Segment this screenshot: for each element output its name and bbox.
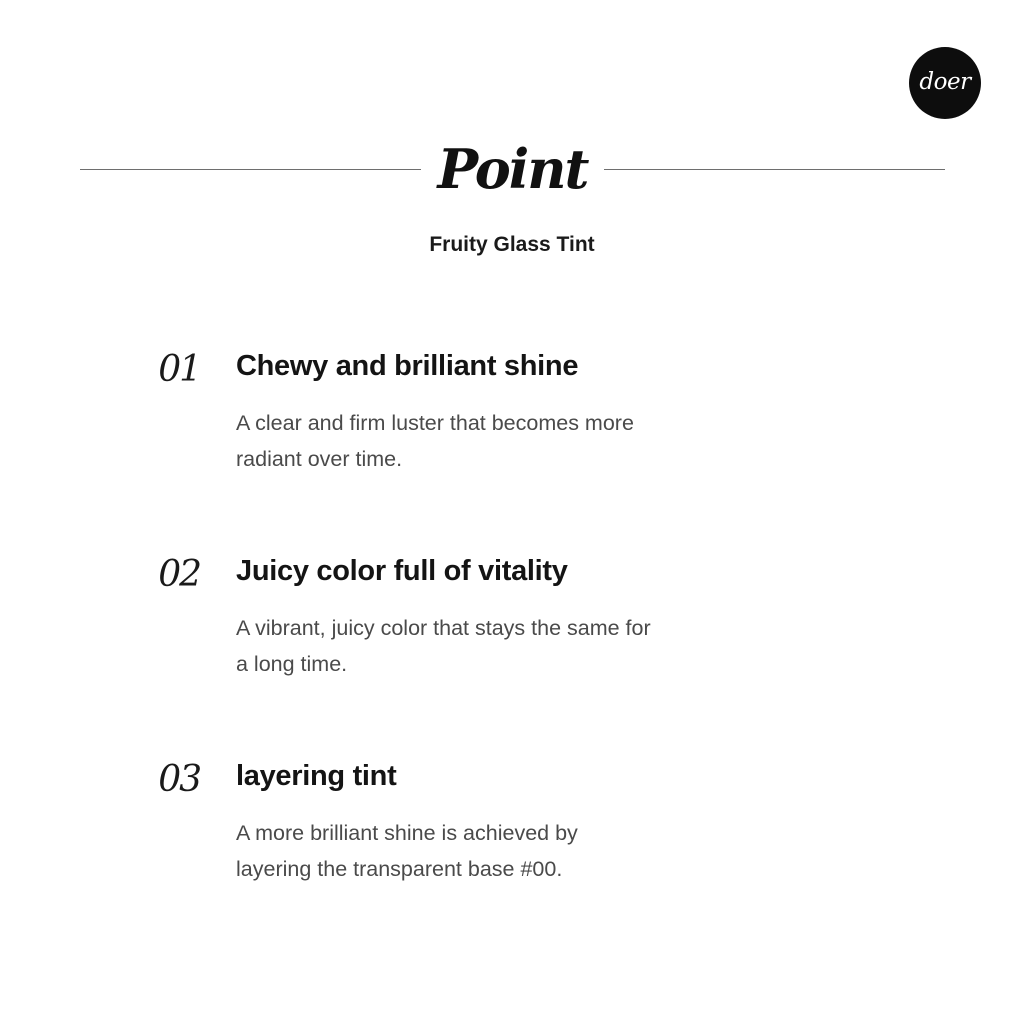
point-item	[0, 551, 1024, 711]
point-description: A clear and firm luster that becomes more radiant over time.	[236, 411, 634, 471]
title-divider-right	[604, 169, 945, 170]
point-item	[0, 346, 1024, 506]
point-heading: layering tint	[236, 760, 397, 792]
point-heading: Juicy color full of vitality	[236, 555, 568, 587]
point-number: 02	[158, 554, 200, 595]
title-divider-left	[80, 169, 421, 170]
point-description: A vibrant, juicy color that stays the same for a long time.	[236, 616, 651, 676]
brand-logo-text: doer	[919, 68, 971, 95]
point-item	[0, 756, 1024, 916]
point-number: 01	[158, 349, 200, 390]
point-heading: Chewy and brilliant shine	[236, 350, 579, 382]
page-title: Point	[437, 137, 588, 201]
product-name: Fruity Glass Tint	[429, 233, 595, 256]
point-number: 03	[158, 759, 200, 800]
point-description: A more brilliant shine is achieved by layering the transparent base #00.	[236, 821, 578, 881]
brand-logo	[909, 47, 981, 119]
